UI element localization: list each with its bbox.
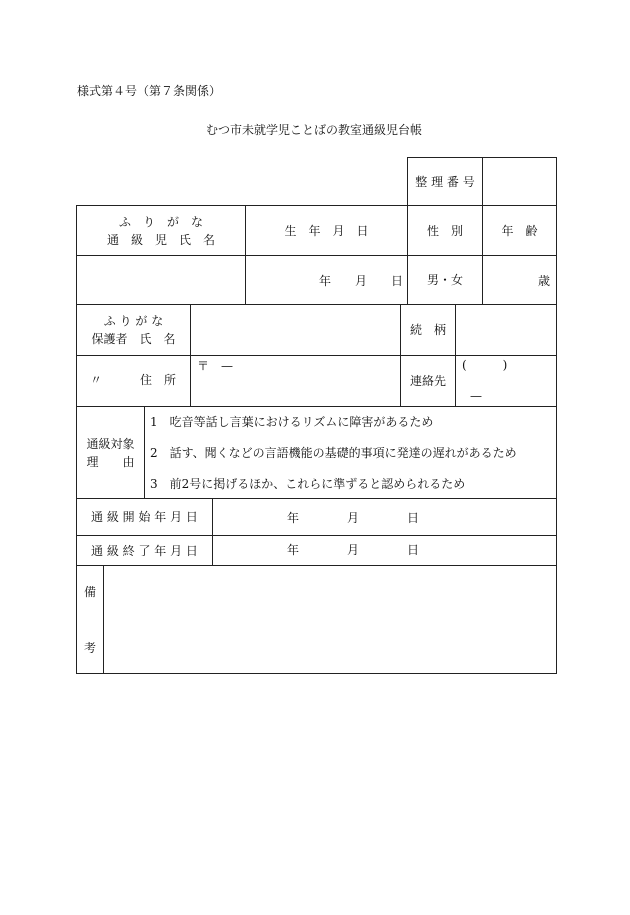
- child-name-label: 通 級 児 氏 名: [106, 232, 215, 247]
- child-name-header: [77, 206, 245, 255]
- end-month-label: 月: [347, 543, 360, 557]
- end-day-label: 日: [407, 543, 420, 557]
- phone-area-code[interactable]: ( ): [462, 358, 508, 372]
- contact-label: 連絡先: [409, 374, 446, 388]
- management-number-label: 整 理 番 号: [415, 174, 475, 189]
- phone-dash: —: [470, 389, 482, 403]
- birth-day-label: 日: [391, 274, 404, 288]
- birth-month-label: 月: [355, 274, 368, 288]
- reason-option-1[interactable]: 1 吃音等話し言葉におけるリズムに障害があるため: [150, 415, 434, 429]
- postal-code-mark: 〒 —: [197, 359, 234, 373]
- end-date-label: 通 級 終 了 年 月 日: [91, 543, 198, 558]
- birthdate-header: 生 年 月 日: [284, 223, 369, 238]
- start-day-label: 日: [407, 511, 420, 525]
- ditto-mark: 〃: [90, 373, 103, 387]
- relation-field[interactable]: [456, 305, 556, 355]
- sex-header: 性 別: [426, 223, 463, 238]
- address-label: 住 所: [140, 373, 177, 387]
- furigana-label-2: ふ り が な: [103, 314, 164, 328]
- remarks-label-2: 考: [84, 641, 97, 655]
- start-date-label: 通 級 開 始 年 月 日: [91, 510, 198, 524]
- end-year-label: 年: [287, 543, 300, 557]
- form-label: 様式第４号（第７条関係）: [77, 84, 222, 98]
- furigana-label: ふ り が な: [118, 214, 203, 229]
- reason-label-2: 理 由: [86, 454, 135, 469]
- sex-select[interactable]: 男・女: [426, 273, 463, 287]
- guardian-name-header: [77, 305, 190, 355]
- reason-option-2[interactable]: 2 話す、聞くなどの言語機能の基礎的事項に発達の遅れがあるため: [150, 446, 517, 460]
- remarks-field[interactable]: [104, 566, 556, 673]
- management-number-field[interactable]: [483, 158, 556, 205]
- birth-year-label: 年: [319, 274, 332, 288]
- child-name-field[interactable]: [77, 256, 245, 304]
- address-field[interactable]: [191, 372, 400, 405]
- age-header: 年 齢: [501, 223, 538, 238]
- age-unit: 歳: [538, 274, 551, 288]
- reason-header: [77, 407, 144, 498]
- guardian-name-field[interactable]: [191, 305, 400, 355]
- start-year-label: 年: [287, 511, 300, 525]
- document-title: むつ市未就学児ことばの教室通級児台帳: [206, 123, 423, 137]
- guardian-name-label: 保護者 氏 名: [91, 332, 176, 346]
- reason-label-1: 通級対象: [86, 436, 135, 451]
- reason-option-3[interactable]: 3 前2号に掲げるほか、これらに準ずると認められるため: [150, 477, 466, 491]
- start-month-label: 月: [347, 511, 360, 525]
- relation-label: 続 柄: [409, 323, 446, 337]
- remarks-label-1: 備: [84, 585, 97, 599]
